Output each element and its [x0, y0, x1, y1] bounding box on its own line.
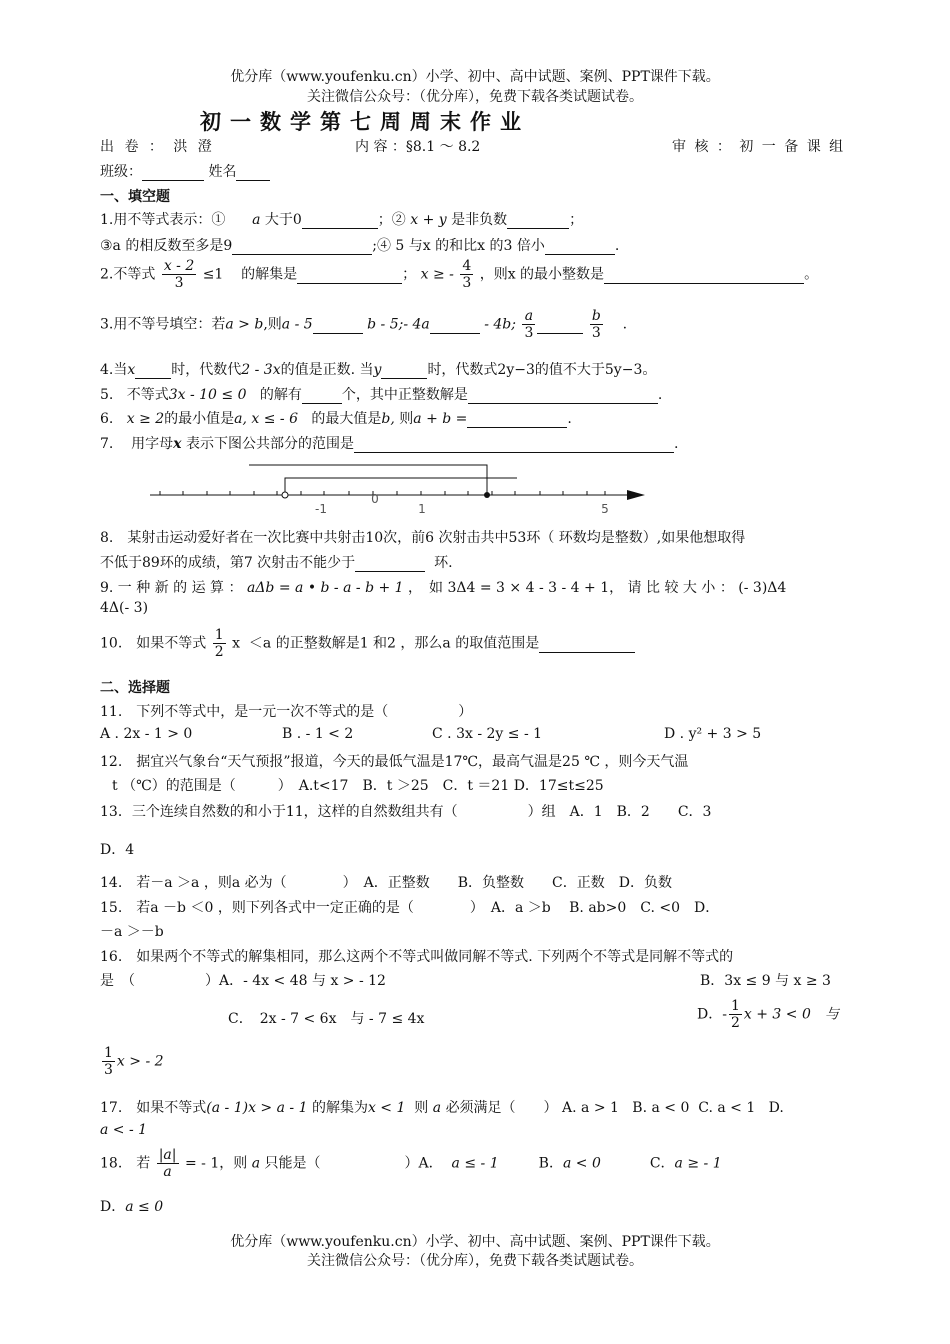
- question-15a: 15. 若a －b ＜0 ，则下列各式中一定正确的是（ ） A．a ＞b B. ab>0 C. <0 D．: [100, 900, 720, 916]
- header-line2: 关注微信公众号：（优分库），免费下载各类试题试卷。: [307, 89, 643, 105]
- option-11-b[interactable]: B . - 1 < 2: [282, 726, 354, 742]
- footer-line1: 优分库（www.youfenku.cn）小学、初中、高中试题、案例、PPT课件下载。: [230, 1234, 720, 1250]
- fraction: $\frac{1}{3}$: [104, 1045, 113, 1078]
- blank-3-2[interactable]: [430, 317, 480, 334]
- option-11-a[interactable]: A . 2x - 1 > 0: [100, 726, 193, 742]
- class-blank[interactable]: [142, 164, 204, 181]
- question-1a: 1.用不等式表示：① a 大于0 ；② x + y 是非负数 ；: [100, 212, 584, 228]
- blank-5-2[interactable]: [468, 387, 658, 404]
- content-range: 内 容 ：§8.1 ～ 8.2: [355, 139, 481, 155]
- author: 出 卷 ： 洪 澄: [100, 139, 215, 155]
- option-17-b[interactable]: B. a < 0: [632, 1100, 690, 1116]
- option-16-b[interactable]: B．3x ≤ 9 与 x ≥ 3: [700, 973, 831, 989]
- blank-6-1[interactable]: [467, 411, 567, 428]
- blank-3-3[interactable]: [537, 317, 583, 334]
- fraction: $\frac{b}{3}$: [591, 308, 601, 341]
- blank-4-2[interactable]: [381, 362, 427, 379]
- option-17-a[interactable]: A. a > 1: [562, 1100, 619, 1116]
- question-13b: D．4: [100, 842, 135, 858]
- label-5: 5: [601, 502, 609, 516]
- fraction: $\frac{a}{3}$: [524, 308, 534, 341]
- question-2: 2.不等式 $\frac{x - 2}{3}$ ≤1 的解集是 ； x ≥ - $\frac{4}{3}$ ，则x 的最小整数是 。: [100, 258, 819, 291]
- header-line1: 优分库（www.youfenku.cn）小学、初中、高中试题、案例、PPT课件下载。: [230, 69, 720, 85]
- question-3: 3.用不等号填空：若a > b,则a - 5 b - 5;- 4a - 4b; $\frac{a}{3}$ $\frac{b}{3}$ .: [100, 308, 628, 341]
- question-14: 14. 若－a ＞a ，则a 必为（ ） A．正整数 B．负整数 C．正数 D．负数: [100, 875, 672, 891]
- question-5: 5. 不等式3x - 10 ≤ 0 的解有 个，其中正整数解是 .: [100, 387, 663, 403]
- question-6: 6. x ≥ 2的最小值是a, x ≤ - 6 的最大值是b, 则a + b = .: [100, 411, 572, 427]
- option-11-c[interactable]: C . 3x - 2y ≤ - 1: [432, 726, 543, 742]
- tick-marks: [160, 491, 605, 495]
- question-12a: 12. 据宜兴气象台“天气预报”报道，今天的最低气温是17℃，最高气温是25 ℃ ，则今天气温: [100, 754, 689, 770]
- label-0: 0: [371, 492, 379, 506]
- blank-2-1[interactable]: [297, 267, 402, 284]
- open-point: [282, 492, 288, 498]
- option-16-c[interactable]: C． 2x - 7 < 6x 与 - 7 ≤ 4x: [228, 1011, 425, 1027]
- name-label: 姓名: [208, 164, 237, 180]
- question-8b: 不低于89环的成绩，第7 次射击不能少于 环.: [100, 555, 453, 571]
- option-18-d-row: D．a ≤ 0: [100, 1199, 164, 1215]
- option-16-d[interactable]: D．- $\frac{1}{2}$ x + 3 < 0 与: [697, 998, 839, 1031]
- question-15b: －a ＞－b: [100, 924, 164, 940]
- fraction: $\frac{|a|}{a}$: [158, 1147, 177, 1180]
- option-11-d[interactable]: D . y² + 3 > 5: [664, 726, 762, 742]
- question-9b: 4Δ(- 3): [100, 600, 149, 616]
- blank-1-3[interactable]: [232, 238, 372, 255]
- section1-heading: 一、填空题: [100, 189, 170, 205]
- class-field: [100, 161, 270, 181]
- class-label: 班级：: [100, 164, 142, 180]
- arrow-right-icon: [627, 490, 645, 500]
- blank-10-1[interactable]: [539, 636, 635, 653]
- question-18: 18. 若 $\frac{|a|}{a}$ = - 1，则 a 只能是（ ）A． a ≤ - 1 B．a < 0 C．a ≥ - 1: [100, 1147, 722, 1180]
- fraction: $\frac{1}{2}$: [730, 998, 740, 1031]
- blank-7-1[interactable]: [354, 436, 674, 453]
- question-11: 11. 下列不等式中，是一元一次不等式的是（ ）: [100, 704, 473, 720]
- closed-point: [484, 492, 490, 498]
- question-10: 10. 如果不等式 $\frac{1}{2}$ x ＜a 的正整数解是1 和2 ，那么a 的取值范围是: [100, 627, 635, 660]
- option-16-d-cont: $\frac{1}{3}$ x > - 2: [104, 1045, 164, 1078]
- option-17-d-label[interactable]: D.: [768, 1100, 784, 1116]
- option-18-c[interactable]: a ≥ - 1: [674, 1155, 722, 1172]
- option-18-b[interactable]: a < 0: [562, 1155, 601, 1172]
- fraction: $\frac{4}{3}$: [462, 258, 472, 291]
- label-1: 1: [418, 502, 426, 516]
- blank-1-1[interactable]: [302, 212, 378, 229]
- reviewer: 审 核 ： 初 一 备 课 组: [672, 139, 846, 155]
- question-4: 4.当x 时，代数代2 - 3x的值是正数. 当y 时，代数式2y−3的值不大于5y−3。: [100, 362, 657, 378]
- question-13a: 13．三个连续自然数的和小于11，这样的自然数组共有（ ）组 A．1 B．2 C．3: [100, 804, 712, 820]
- page-title: 初一数学第七周周末作业: [200, 109, 530, 134]
- blank-1-4[interactable]: [545, 238, 615, 255]
- question-16a: 16. 如果两个不等式的解集相同，那么这两个不等式叫做同解不等式. 下列两个不等式是同解不等式的: [100, 949, 734, 965]
- range-bracket-1: [285, 478, 517, 495]
- question-7: 7. 用字母x 表示下图公共部分的范围是 .: [100, 436, 679, 452]
- section2-heading: 二、选择题: [100, 680, 170, 696]
- footer-line2: 关注微信公众号：（优分库），免费下载各类试题试卷。: [307, 1253, 643, 1269]
- question-1b: ③a 的相反数至多是9 ;④ 5 与x 的和比x 的3 倍小 .: [100, 238, 620, 254]
- blank-2-2[interactable]: [604, 267, 804, 284]
- name-blank[interactable]: [236, 164, 270, 181]
- fraction: $\frac{x - 2}{3}$: [163, 258, 195, 291]
- option-18-a[interactable]: a ≤ - 1: [451, 1155, 499, 1172]
- blank-3-1[interactable]: [313, 317, 363, 334]
- label-neg1: -1: [315, 502, 327, 516]
- blank-4-1[interactable]: [135, 362, 171, 379]
- number-line-figure: [145, 460, 655, 518]
- option-17-d[interactable]: a < - 1: [100, 1122, 148, 1138]
- option-17-c[interactable]: C. a < 1: [698, 1100, 756, 1116]
- question-8a: 8. 某射击运动爱好者在一次比赛中共射击10次，前6 次射击共中53环（ 环数均是整数）,如果他想取得: [100, 530, 746, 546]
- blank-1-2[interactable]: [507, 212, 569, 229]
- option-18-d[interactable]: a ≤ 0: [125, 1199, 164, 1215]
- blank-8-1[interactable]: [355, 555, 425, 572]
- question-16b: 是 （ ）A．- 4x < 48 与 x > - 12: [100, 973, 386, 989]
- question-12b: t （℃）的范围是（ ） A.t<17 B．t ＞25 C．t ＝21 D．17≤t≤25: [112, 778, 604, 794]
- question-17: 17. 如果不等式(a - 1)x > a - 1 的解集为x < 1 则 a 必须满足（ ） A. a > 1 B. a < 0 C. a < 1 D.: [100, 1100, 784, 1116]
- blank-5-1[interactable]: [302, 387, 342, 404]
- fraction: $\frac{1}{2}$: [214, 627, 224, 660]
- question-9a: 9. 一 种 新 的 运 算 ： aΔb = a • b - a - b + 1 ， 如 3Δ4 = 3 × 4 - 3 - 4 + 1， 请 比 较 大 小 ： (- 3)Δ4: [100, 580, 787, 596]
